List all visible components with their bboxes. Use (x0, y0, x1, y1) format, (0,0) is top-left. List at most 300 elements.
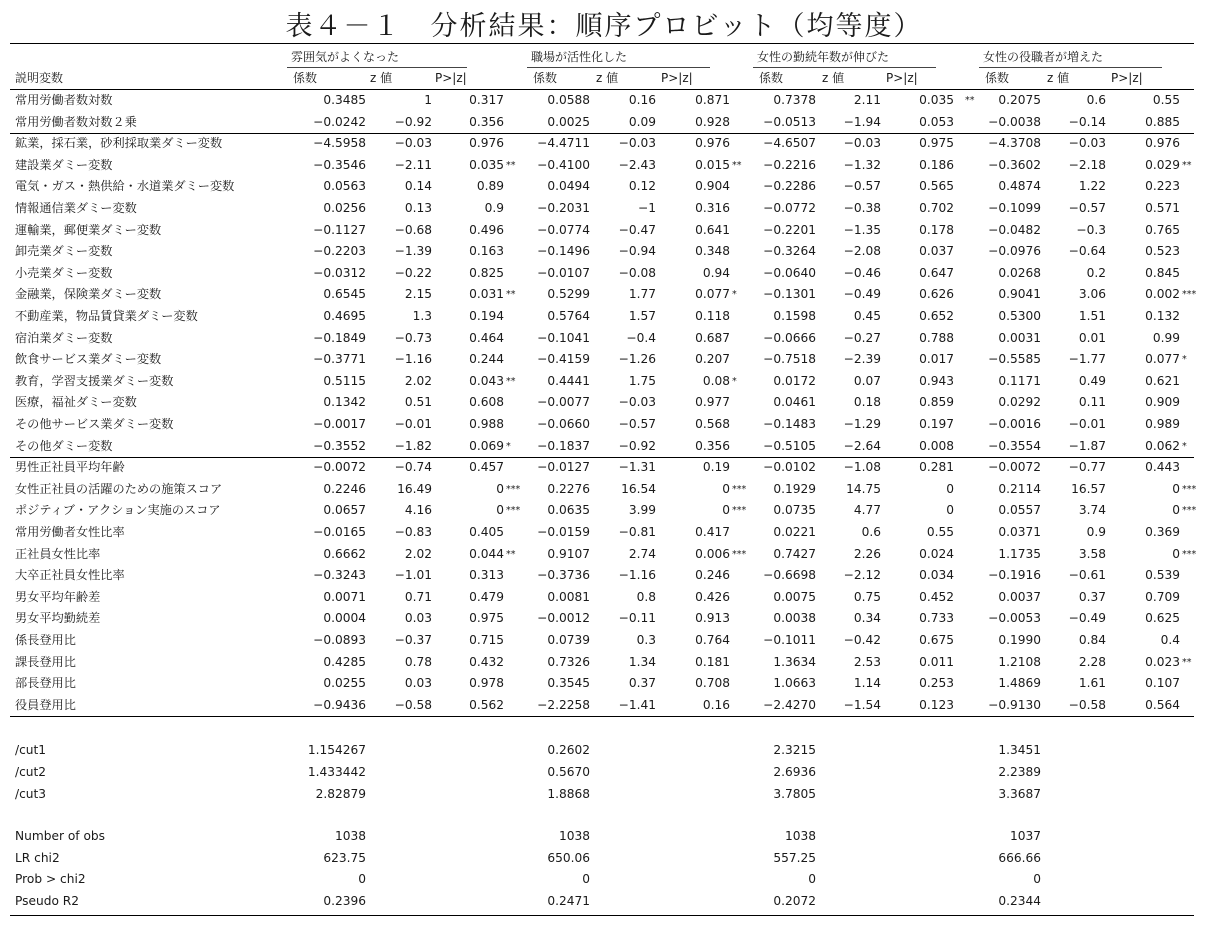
coef-value: −0.0774 (537, 222, 590, 237)
z-value: −0.22 (394, 265, 432, 280)
significance-stars: ** (1182, 159, 1192, 171)
coef-value: −0.1916 (988, 568, 1041, 583)
z-value: −0.94 (618, 244, 656, 259)
coef-value: −0.1099 (988, 201, 1041, 215)
coef-value: −0.0072 (313, 460, 366, 475)
coef-value: 0.0292 (998, 395, 1041, 410)
significance-stars: * (732, 375, 737, 387)
coef-value: −0.3736 (537, 568, 590, 583)
z-value: 0.8 (636, 589, 656, 604)
z-value: 2.28 (1078, 654, 1106, 669)
z-value: 0.45 (853, 309, 881, 323)
p-value: 0.641 (695, 222, 730, 237)
coef-value: −0.2216 (763, 157, 816, 172)
z-value: 0.51 (404, 395, 432, 410)
significance-stars: *** (506, 505, 521, 517)
z-value: −0.46 (843, 265, 881, 280)
row-label: 部長登用比 (15, 676, 76, 691)
z-value: 0.11 (1078, 395, 1106, 410)
row-label: 課長登用比 (15, 654, 76, 669)
z-value: 2.02 (404, 373, 432, 388)
col-z-header: z 値 (1047, 71, 1070, 85)
col-p-header: P>|z| (435, 71, 467, 85)
cut-value: 3.3687 (998, 786, 1041, 801)
row-label: その他サービス業ダミー変数 (15, 417, 174, 431)
p-value: 0.011 (919, 654, 954, 669)
coef-value: 0.6545 (323, 287, 366, 302)
coef-value: 0.0657 (323, 503, 366, 518)
p-value: 0 (1172, 503, 1180, 518)
z-value: 1.75 (628, 373, 656, 388)
significance-stars: *** (1182, 483, 1197, 495)
p-value: 0.186 (919, 157, 954, 172)
coef-value: −0.0513 (763, 114, 816, 129)
coef-value: −0.4159 (537, 352, 590, 367)
z-value: −0.3 (1076, 222, 1106, 237)
coef-value: −0.1849 (313, 330, 366, 345)
z-value: −1.77 (1068, 352, 1106, 367)
p-value: 0.043 (469, 373, 504, 388)
significance-stars: *** (732, 548, 747, 560)
p-value: 0.017 (919, 352, 954, 367)
p-value: 0.523 (1145, 244, 1180, 259)
coef-value: 0.9107 (547, 546, 590, 561)
p-value: 0.764 (695, 633, 730, 647)
z-value: 0.6 (861, 525, 881, 539)
stat-value: 0 (808, 872, 816, 887)
p-value: 0.687 (695, 330, 730, 345)
coef-value: 0.7378 (773, 93, 816, 107)
p-value: 0 (496, 481, 504, 496)
coef-value: −0.0242 (313, 114, 366, 129)
group-header: 女性の役職者が増えた (983, 50, 1104, 64)
p-value: 0.031 (469, 287, 504, 302)
p-value: 0.928 (695, 114, 730, 129)
coef-value: −4.3708 (988, 136, 1041, 151)
table-row (10, 155, 1194, 176)
coef-value: −0.1837 (537, 438, 590, 453)
z-value: −0.58 (394, 697, 432, 712)
p-value: 0.943 (919, 373, 954, 388)
p-value: 0.479 (469, 589, 504, 604)
z-value: −0.92 (618, 438, 656, 453)
table-row (10, 284, 1197, 305)
coef-value: 0.4695 (323, 309, 366, 323)
coef-value: 0.0037 (998, 589, 1041, 604)
p-value: 0.035 (469, 157, 504, 172)
coef-value: 0.2246 (323, 481, 366, 496)
z-value: −1.31 (618, 460, 656, 475)
coef-value: 0.0038 (773, 611, 816, 626)
coef-value: −0.3264 (763, 244, 816, 259)
group-header: 雰囲気がよくなった (291, 50, 400, 64)
z-value: 0.34 (853, 611, 881, 626)
coef-value: 1.2108 (998, 654, 1041, 669)
table-row (10, 133, 1194, 154)
header-columns-row (10, 68, 1194, 89)
coef-value: 0.4441 (547, 373, 590, 388)
p-value: 0.675 (919, 633, 954, 647)
z-value: 1.14 (853, 676, 881, 691)
z-value: 1.34 (628, 654, 656, 669)
table-row (10, 328, 1194, 349)
z-value: −0.4 (626, 330, 656, 345)
significance-stars: *** (1182, 505, 1197, 517)
p-value: 0.006 (695, 546, 730, 561)
coef-value: 0.6662 (323, 546, 366, 561)
p-value: 0.9 (484, 201, 504, 215)
p-value: 0.976 (695, 136, 730, 151)
p-value: 0.457 (469, 460, 504, 475)
coef-value: 0.0071 (323, 589, 366, 604)
z-value: −1.32 (843, 157, 881, 172)
cut-row (10, 740, 1194, 761)
coef-value: −0.0640 (763, 265, 816, 280)
z-value: −1.08 (843, 460, 881, 475)
p-value: 0.443 (1145, 460, 1180, 475)
coef-value: −0.1127 (313, 222, 366, 237)
p-value: 0.89 (476, 179, 504, 194)
p-value: 0.037 (919, 244, 954, 259)
coef-value: −0.2031 (537, 201, 590, 215)
z-value: 16.49 (397, 481, 432, 496)
p-value: 0.356 (695, 438, 730, 453)
coef-value: 0.1990 (998, 633, 1041, 647)
significance-stars: * (506, 440, 511, 452)
coef-value: −0.0016 (988, 417, 1041, 431)
coef-value: −0.9436 (313, 697, 366, 712)
z-value: −2.18 (1068, 157, 1106, 172)
z-value: 0.71 (404, 589, 432, 604)
stat-value: 0.2072 (773, 894, 816, 908)
coef-value: 1.1735 (998, 546, 1041, 561)
p-value: 0.4 (1160, 633, 1180, 647)
row-label: 不動産業，物品賃貸業ダミー変数 (15, 309, 198, 323)
z-value: 0.09 (628, 114, 656, 129)
coef-value: −0.0482 (988, 222, 1041, 237)
z-value: 0.12 (628, 179, 656, 194)
significance-stars: * (1182, 440, 1187, 452)
z-value: −1.26 (618, 352, 656, 367)
significance-stars: *** (732, 505, 747, 517)
coef-value: 0.2276 (547, 481, 590, 496)
z-value: −0.01 (1068, 417, 1106, 431)
p-value: 0.062 (1145, 438, 1180, 453)
coef-value: 0.0075 (773, 589, 816, 604)
coef-value: −0.0038 (988, 114, 1041, 129)
stat-value: 557.25 (773, 850, 816, 865)
cut-value: 1.154267 (307, 743, 366, 758)
p-value: 0.178 (919, 222, 954, 237)
p-value: 0.709 (1145, 589, 1180, 604)
coef-value: −2.2258 (537, 697, 590, 712)
table-row (10, 652, 1194, 673)
coef-value: −0.5105 (763, 438, 816, 453)
coef-value: 0.7326 (547, 654, 590, 669)
table-row (10, 522, 1194, 543)
coef-value: −0.3771 (313, 352, 366, 367)
table-row (10, 198, 1194, 219)
z-value: 0.6 (1086, 93, 1106, 107)
coef-value: −0.0660 (537, 417, 590, 431)
group-header: 職場が活性化した (531, 50, 628, 64)
stat-row (10, 869, 1194, 890)
significance-stars: *** (1182, 289, 1197, 301)
row-label: /cut2 (15, 765, 47, 779)
z-value: 0.2 (1086, 265, 1106, 280)
p-value: 0.989 (1145, 417, 1180, 431)
coef-value: 0.9041 (998, 287, 1041, 302)
z-value: 0.13 (404, 201, 432, 215)
row-label: ポジティブ・アクション実施のスコア (15, 503, 221, 518)
cut-value: 0.2602 (547, 743, 590, 758)
cut-value: 1.433442 (307, 765, 366, 779)
z-value: 2.02 (404, 546, 432, 561)
col-z-header: z 値 (822, 71, 845, 85)
table-row (10, 587, 1194, 608)
coef-value: 0.5300 (998, 309, 1041, 323)
z-value: −1.01 (394, 568, 432, 583)
z-value: −2.12 (843, 568, 881, 583)
row-label: 常用労働者数対数 (15, 93, 113, 107)
z-value: −0.57 (618, 417, 656, 431)
significance-stars: ** (506, 548, 516, 560)
p-value: 0.871 (695, 93, 730, 107)
p-value: 0.608 (469, 395, 504, 410)
z-value: −0.77 (1068, 460, 1106, 475)
p-value: 0.008 (919, 438, 954, 453)
coef-value: 0.0563 (323, 179, 366, 194)
p-value: 0.885 (1145, 114, 1180, 129)
p-value: 0 (946, 503, 954, 518)
col-p-header: P>|z| (661, 71, 693, 85)
p-value: 0 (722, 503, 730, 518)
p-value: 0.647 (919, 265, 954, 280)
z-value: −0.03 (618, 136, 656, 151)
z-value: −0.42 (843, 633, 881, 647)
p-value: 0 (1172, 481, 1180, 496)
z-value: 3.58 (1078, 546, 1106, 561)
p-value: 0.053 (919, 114, 954, 129)
coef-value: −0.0077 (537, 395, 590, 410)
coef-value: −0.1041 (537, 330, 590, 345)
row-label: 運輸業，郵便業ダミー変数 (15, 222, 162, 237)
significance-stars: * (732, 289, 737, 301)
z-value: −1.87 (1068, 438, 1106, 453)
z-value: −2.11 (394, 157, 432, 172)
coef-value: −0.2201 (763, 222, 816, 237)
p-value: 0.118 (695, 309, 730, 323)
coef-value: −0.5585 (988, 352, 1041, 367)
group-header: 女性の勤続年数が伸びた (757, 50, 890, 64)
z-value: −0.14 (1068, 114, 1106, 129)
significance-stars: *** (732, 483, 747, 495)
p-value: 0.107 (1145, 676, 1180, 691)
row-label: Prob > chi2 (15, 872, 86, 887)
coef-value: −0.7518 (763, 352, 816, 367)
cut-value: 1.8868 (547, 786, 590, 801)
coef-value: −0.3546 (313, 157, 366, 172)
coef-value: 0.4874 (998, 179, 1041, 194)
row-label: 役員登用比 (15, 697, 76, 712)
coef-value: −0.3602 (988, 157, 1041, 172)
coef-value: 0.0025 (547, 114, 590, 129)
p-value: 0.715 (469, 633, 504, 647)
p-value: 0.246 (695, 568, 730, 583)
z-value: −0.38 (843, 201, 881, 215)
table-row (10, 306, 1194, 327)
p-value: 0.123 (919, 697, 954, 712)
cut-value: 2.6936 (773, 765, 816, 779)
table-row (10, 371, 1194, 392)
z-value: 1.3 (412, 309, 432, 323)
cut-value: 1.3451 (998, 743, 1041, 758)
coef-value: −0.0312 (313, 265, 366, 280)
p-value: 0.024 (919, 546, 954, 561)
p-value: 0.313 (469, 568, 504, 583)
z-value: 0.84 (1078, 633, 1106, 647)
z-value: −2.43 (618, 157, 656, 172)
row-label: LR chi2 (15, 850, 60, 865)
coef-value: 0.0004 (323, 611, 366, 626)
p-value: 0.904 (695, 179, 730, 194)
significance-stars: ** (506, 289, 516, 301)
row-label: 正社員女性比率 (15, 546, 101, 561)
significance-stars: ** (965, 95, 975, 106)
z-value: −0.73 (394, 330, 432, 345)
coef-value: −4.4711 (537, 136, 590, 151)
p-value: 0.426 (695, 589, 730, 604)
z-value: −1.16 (618, 568, 656, 583)
row-label: Pseudo R2 (15, 894, 79, 908)
coef-value: 0.0172 (773, 373, 816, 388)
coef-value: −0.0012 (537, 611, 590, 626)
p-value: 0.976 (1145, 136, 1180, 151)
p-value: 0.702 (919, 201, 954, 215)
coef-value: 1.3634 (773, 654, 816, 669)
col-coef-header: 係数 (759, 71, 784, 85)
p-value: 0.317 (469, 93, 504, 107)
stat-value: 1038 (334, 829, 366, 844)
coef-value: 0.2075 (998, 93, 1041, 107)
z-value: 4.77 (853, 503, 881, 518)
z-value: −0.49 (843, 287, 881, 302)
coef-value: −0.6698 (763, 568, 816, 583)
stat-value: 1037 (1009, 829, 1041, 844)
z-value: −0.92 (394, 114, 432, 129)
coef-value: 0.2114 (998, 481, 1041, 496)
z-value: −1.16 (394, 352, 432, 367)
coef-value: 0.5299 (547, 287, 590, 302)
z-value: −2.08 (843, 244, 881, 259)
z-value: −0.81 (618, 525, 656, 539)
coef-value: −0.3552 (313, 438, 366, 453)
table-row (10, 220, 1194, 241)
p-value: 0.194 (469, 309, 504, 323)
p-value: 0.99 (1152, 330, 1180, 345)
p-value: 0.733 (919, 611, 954, 626)
z-value: −0.03 (394, 136, 432, 151)
table-title: 表４－１ 分析結果：順序プロビット（均等度） (285, 11, 923, 42)
z-value: 2.26 (853, 546, 881, 561)
row-label: 女性正社員の活躍のための施策スコア (15, 481, 223, 496)
p-value: 0.253 (919, 676, 954, 691)
row-label: その他ダミー変数 (15, 438, 113, 453)
z-value: −0.68 (394, 222, 432, 237)
z-value: −0.74 (394, 460, 432, 475)
z-value: 1.77 (628, 287, 656, 302)
coef-value: 0.0461 (773, 395, 816, 410)
z-value: 0.14 (404, 179, 432, 194)
coef-value: 0.0557 (998, 503, 1041, 518)
z-value: 0.3 (636, 633, 656, 647)
table-row (10, 176, 1194, 197)
coef-value: −0.0666 (763, 330, 816, 345)
z-value: −0.58 (1068, 697, 1106, 712)
p-value: 0.568 (695, 417, 730, 431)
z-value: −2.64 (843, 438, 881, 453)
p-value: 0.652 (919, 309, 954, 323)
z-value: 3.06 (1078, 287, 1106, 302)
p-value: 0.625 (1145, 611, 1180, 626)
p-value: 0.316 (695, 201, 730, 215)
p-value: 0.044 (469, 546, 504, 561)
coef-value: 0.0739 (547, 633, 590, 647)
stat-value: 0.2471 (547, 894, 590, 908)
coef-value: −0.0017 (313, 417, 366, 431)
z-value: −0.83 (394, 525, 432, 539)
p-value: 0.023 (1145, 654, 1180, 669)
p-value: 0.765 (1145, 222, 1180, 237)
table-row (10, 90, 1194, 111)
p-value: 0.94 (702, 265, 730, 280)
row-label: 情報通信業ダミー変数 (15, 201, 137, 215)
z-value: −0.64 (1068, 244, 1106, 259)
row-label: 教育，学習支援業ダミー変数 (15, 373, 174, 388)
coef-value: −0.0053 (988, 611, 1041, 626)
coef-value: −0.3243 (313, 568, 366, 583)
stat-value: 650.06 (547, 850, 590, 865)
row-label: /cut1 (15, 743, 47, 758)
coef-value: −4.5958 (313, 136, 366, 151)
p-value: 0.55 (926, 525, 954, 539)
z-value: −0.11 (618, 611, 656, 626)
z-value: 0.03 (404, 676, 432, 691)
row-label: Number of obs (15, 829, 105, 844)
z-value: −1.39 (394, 244, 432, 259)
coef-value: 0.5764 (547, 309, 590, 323)
stat-value: 1038 (558, 829, 590, 844)
row-label: 常用労働者女性比率 (15, 525, 125, 539)
z-value: −0.03 (843, 136, 881, 151)
p-value: 0.207 (695, 352, 730, 367)
z-value: −0.37 (394, 633, 432, 647)
p-value: 0.181 (695, 654, 730, 669)
coef-value: −0.0772 (763, 201, 816, 215)
z-value: 0.75 (853, 589, 881, 604)
table-row (10, 392, 1194, 413)
z-value: 2.11 (853, 93, 881, 107)
coef-value: −0.1301 (763, 287, 816, 302)
coef-value: −0.9130 (988, 697, 1041, 712)
table-row (10, 630, 1194, 651)
z-value: 1 (424, 93, 432, 107)
p-value: 0 (946, 481, 954, 496)
z-value: 0.37 (628, 676, 656, 691)
cut-row (10, 784, 1194, 805)
cut-value: 2.3215 (773, 743, 816, 758)
col-p-header: P>|z| (886, 71, 918, 85)
